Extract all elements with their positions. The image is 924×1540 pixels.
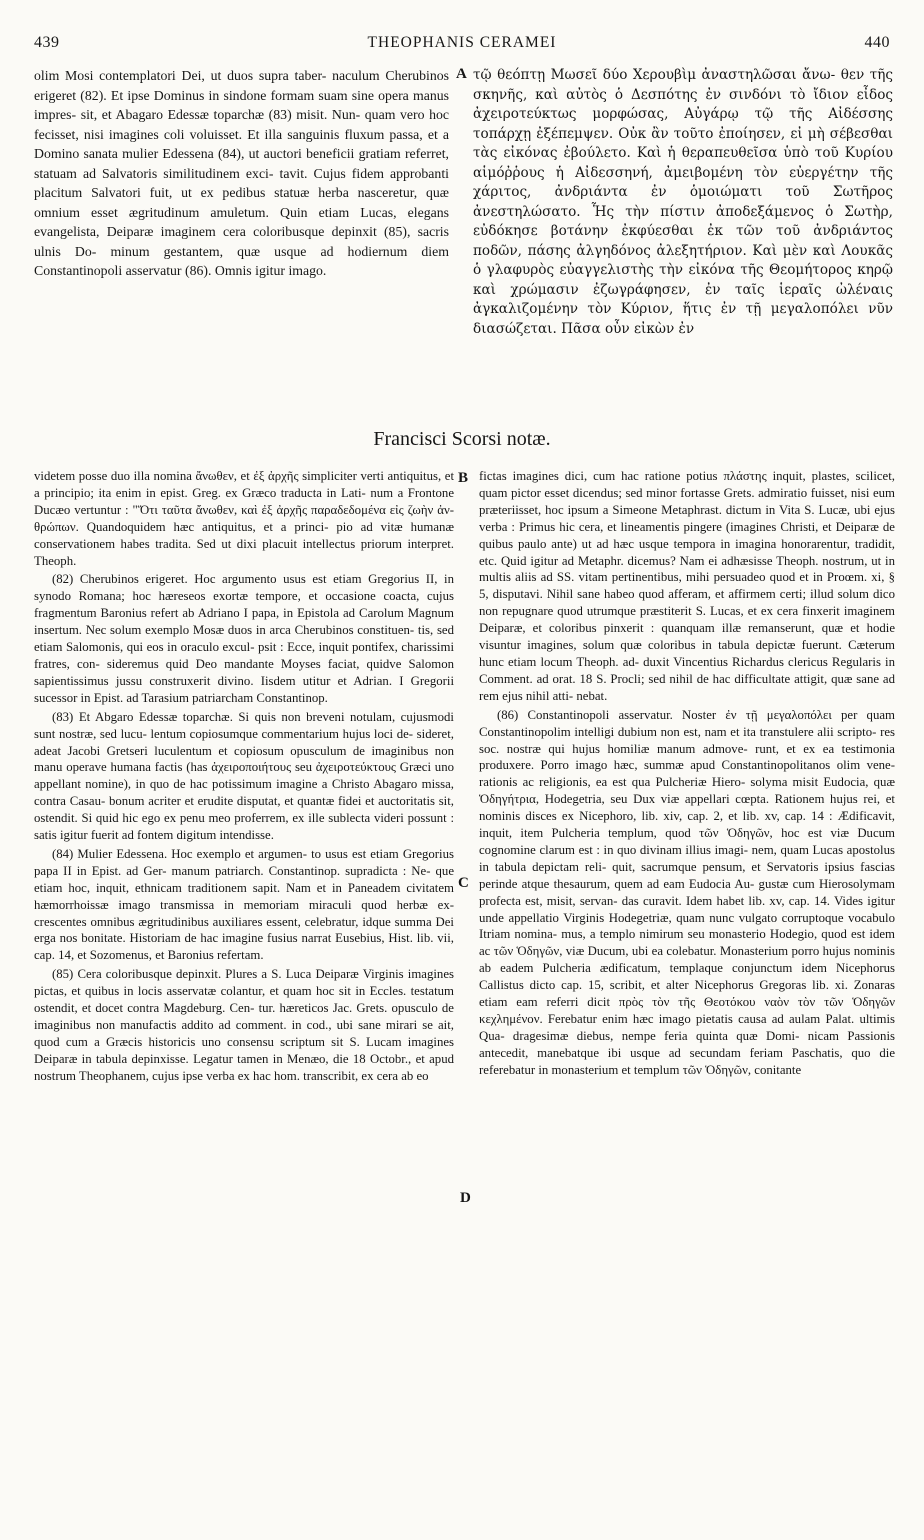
note-paragraph: fictas imagines dici, cum hac ratione potius πλάστης inquit, plastes, scilicet, quam pictor esset dicendus; sed minor fortasse Grets. admiratio fuisset, nisi eum præteriisset, hoc ipsum a Simeone Metaphrast. dictum in Vita S. Lucæ, ubi ejus verba : Primus hic cera, et lineamentis pingere (imagines Christi, et Deiparæ de quibus paulo ante) ut ad hæc usque tempora in imagina honorarentur, tradidit, etc. Quid igitur ad Metaphr. dicemus? Nam ei adhæsisse Theoph. nostrum, ut in multis aliis ad SS. vitam pertinentibus, mihi persuadeo quod et in Proœm. xi, § 5, disputavi. Nihil sane habeo quod afferam, et affirmem certi; illud solum dico non repugnare quod utrumque præstiterit S. Lucas, et ex cera finxerit imaginem Deiparæ, et coloribus pinxerit : quanquam illæ remanserunt, quæ et hodie visuntur imagines, solum quæ coloribus in tabula depictæ fuerunt. Cæterum hunc etiam locum Theoph. ad- duxit Vincentius Richardus clericus Regularis in Comment. ad orat. 18 S. Procli; sed nihil de hac difficultate attigit, quæ sane ad rem ejus nihil atti- nebat. [479, 469, 895, 703]
greek-text: τῷ θεόπτῃ Μωσεῖ δύο Χερουβὶμ ἀναστηλῶσαι ἄνω- θεν τῆς σκηνῆς, καὶ αὐτὸς ὁ Δεσπότης ἐν σινδόνι τὸ ἴδιον εἶδος ἀχειροτεύκτως μορφώσας, Αὐγάρῳ τῷ τῆς Αἰδέσσης τοπάρχῃ ἐξέπεμψεν. Οὐκ ἂν τοῦτο ἐποίησεν, εἰ μὴ σέβεσθαι τὰς εἰκόνας ἐβούλετο. Καὶ ἡ θεραπευθεῖσα ὑπὸ τοῦ Κυρίου αἱμόῤῥους ἡ Αἰδεσσηνή, ἀμειβομένη τὸν εὐεργέτην τῆς χάριτος, ἀνδριάντα ἐν ὁμοιώματι τοῦ Σωτῆρος ἀνεστηλώσατο. Ἧς τὴν πίστιν ἀποδεξάμενος ὁ Σωτὴρ, εὐδόκησε βοτάνην ἐκφύεσθαι ἐκ τῶν τοῦ ἀνδριάντος ποδῶν, πάσης ἀλγηδόνος ἀλεξητήριον. Καὶ μὲν καὶ Λουκᾶς ὁ γλαφυρὸς εὐαγγελιστὴς τὴν εἰκόνα τῆς Θεομήτορος κηρῷ καὶ χρώμασιν ἐζωγράφησεν, ἐν ταῖς ἱεραῖς ὠλέναις ἀγκαλιζομένην τὸν Κύριον, ἥτις ἐν τῇ μεγαλοπόλει νῦν διασώζεται. Πᾶσα οὖν εἰκὼν ἐν [473, 67, 893, 337]
note-paragraph: (84) Mulier Edessena. Hoc exemplo et argumen- to usus est etiam Gregorius papa II in Epist. ad Ger- manum patriarch. Constantinop. supradicta : Ne- que etiam hoc, inquit, ethnicam traditionem sapit. Nam et in Paneadem civitatem hæmorrhoissæ imago transmissa in memoriam miraculi quod herbæ ex- crescentes omnibus ægritudinibus auxiliares essent, celebratur, idque summa Dei erga nos bonitate. Historiam de hac imagine fusius narrat Eusebius, Hist. lib. vii, cap. 14, et Sozomenus, et Baronius refertam. [34, 846, 454, 963]
page-header [34, 34, 890, 56]
note-paragraph: (83) Et Abgaro Edessæ toparchæ. Si quis non breveni notulam, cujusmodi sunt nostræ, sed lucu- lentum copiosumque commentarium hujus loci de- sideret, adeat Jacobi Gretseri luculentum et copiosum opusculum de imaginibus non manu operave humana factis (has ἀχειροποιήτους seu ἀχειροτεύκτους Græci uno appellant nomine), in quo de hac potissimum imagine a Christo Abagaro missa, contra Casau- bonum acriter et erudite disputat, et quantæ fidei et auctoritatis sit, ostendit. Si quid hic ego ex penu meo proferrem, ex ille sublecta videri possunt : satis igitur fuerit ad fontem digitum intendisse. [34, 709, 454, 843]
margin-letter-c: C [458, 875, 469, 891]
page-number-right: 440 [864, 34, 890, 51]
latin-text: olim Mosi contemplatori Dei, ut duos supra taber- naculum Cherubinos erigeret (82). Et ipse Dominus in sindone formam suam sine opera manus impres- sit, et Abagaro Edessæ toparchæ (83) misit. Nun- quam vero hoc fecisset, nisi imagines coli voluisset. Et illa sanguinis fluxum passa, et a Domino sanata mulier Edessena (84), ut auctori beneficii gratiam referret, statuam ad Salvatoris similitudinem exci- tavit. Cujus fidem approbanti placitum Salvatori fuit, ut ex pedibus statuæ herba nasceretur, quæ omnium esset ægritudinum amuletum. Quin etiam Lucas, elegans evangelista, Deiparæ imaginem cera coloribusque depinxit (85), sacris ulnis Do- minum gestantem, quæ usque ad hodiernum diem Constantinopoli asservatur (86). Omnis igitur imago. [34, 68, 449, 278]
greek-text-column [473, 66, 893, 420]
note-paragraph: (85) Cera coloribusque depinxit. Plures a S. Luca Deiparæ Virginis imagines pictas, et quibus in locis asservatæ colantur, et quam hoc sit in Eccles. testatum ostendit, et docet contra Magdeburg. Cen- tur. hæreticos Jac. Grets. opusculo de imaginibus non manufactis addito ad comment. in cod., ubi sane mirari se ait, quod cum a Græcis historicis uno consensu scriptum sit S. Lucam imagines Deiparæ in tabula depinxisse. Legatur tamen in Menæo, die 18 Octobr., et apud nostrum Theophanem, cujus ipse verba ex hac hom. transcribit, ex cera ab eo [34, 967, 454, 1083]
page-number-left: 439 [34, 34, 60, 51]
note-paragraph: videtem posse duo illa nomina ἄνωθεν, et ἐξ ἀρχῆς simpliciter verti antiquitus, et a principio; ita enim in epist. Greg. ex Græco traducta in Lati- num a Frontone Ducæo vertuntur : "Ὅτι ταῦτα ἄνωθεν, καὶ ἐξ ἀρχῆς παραδεδομένα εἰς ζωὴν ἀν- θρώπων. Quandoquidem hæc antiquitus, et a princi- pio ad vitæ humanæ conservationem habes tradita. Sed ut dixi placuit intellectus priorum interpret. Theoph. [34, 469, 454, 568]
margin-letter-b: B [458, 470, 469, 486]
margin-letter-a: A [456, 66, 467, 82]
notes-left-column [34, 468, 454, 1530]
margin-letter-d: D [460, 1190, 471, 1206]
notes-right-column [479, 468, 895, 1530]
notes-heading: Francisci Scorsi notæ. [373, 428, 551, 450]
running-title: THEOPHANIS CERAMEI [367, 34, 557, 51]
latin-text-column [34, 66, 449, 420]
note-paragraph: (82) Cherubinos erigeret. Hoc argumento usus est etiam Gregorius II, in synodo Romana; hoc hæreseos exortæ tempore, et occasione coacta, cujus fragmentum Baronius refert ab Adriano I papa, in Epistola ad Carolum Magnum insertum. Nec solum exemplo Mosæ duos in arca Cherubinos constituen- tis, sed etiam Salomonis, qui eos in oraculo excul- psit : Ecce, inquit pontifex, charissimi fratres, con- sideremus quid Deo mandante Moyses faciat, quidve Salomon sapientissimus jussu construxerit divino. Iisdem utitur et Adrian. I Gregorii sucessor in Epist. ad Tarasium patriarcham Constantinop. [34, 572, 454, 705]
note-paragraph: (86) Constantinopoli asservatur. Noster ἐν τῇ μεγαλοπόλει per quam Constantinopolim intelligi dubium non est, nam et ita transtulere alii scripto- res soc. nostræ qui hujus homiliæ manum admove- runt, et ex ea testimonia produxere. Porro imago hæc, summæ apud Constantinopolitanos olim vene- rationis ac religionis, ea est qua Pulcheriæ Hiero- solyma misit Eudocia, quæ Ὁδηγήτρια, Hodegetria, seu Dux viæ appellari cœpta. Rationem hujus rei, et nominis disces ex Nicephoro, lib. xiv, cap. 2, et lib. xv, cap. 14 : Ædificavit, inquit, item Pulcheria templum, quod τῶν Ὁδηγῶν, hoc est viæ Ducum cognomine clarum est : in quo divinam illius imagi- nem, quam Lucas apostolus in tabula depictam reli- quit, sacrumque pensum, et Servatoris ipsius fascias perinde atque thesaurum, quem ad eam Eudocia Au- gustæ cum Hierosolymam profecta est, misit, servan- das curavit. Idem habet lib. xv, cap. 14. Vides igitur unde appellatio Virginis Hodegetriæ, quam nunc vulgato corruptoque vocabulo Itriam nomina- mus, a templo nimirum seu monasterio Hodegio, quod est idem ac τῶν Ὁδηγῶν, viæ Ducum, ubi ea colebatur. Monasterium porro hujus nominis ab eadem Pulcheria ædificatum, templaque conjunctum idem Nicephorus Callistus dicto cap. 15, scribit, et alter Nicephorus Gregoras lib. xi. Zonaras etiam eam referri dicit πρὸς τὸν τῆς Θεοτόκου ναὸν τὸν τῶν Ὁδηγῶν κεχλημένον. Ferebatur enim hæc imago pietatis causa ad aulam Palat. ultimis Qua- dragesimæ diebus, nempe feria quinta quæ Domi- nicam Passionis antecedit, manebatque ibi usque ad secundam feriam Paschatis, quo die referebatur in monasterium et templum τῶν Ὁδηγῶν, conitante [479, 707, 895, 1077]
